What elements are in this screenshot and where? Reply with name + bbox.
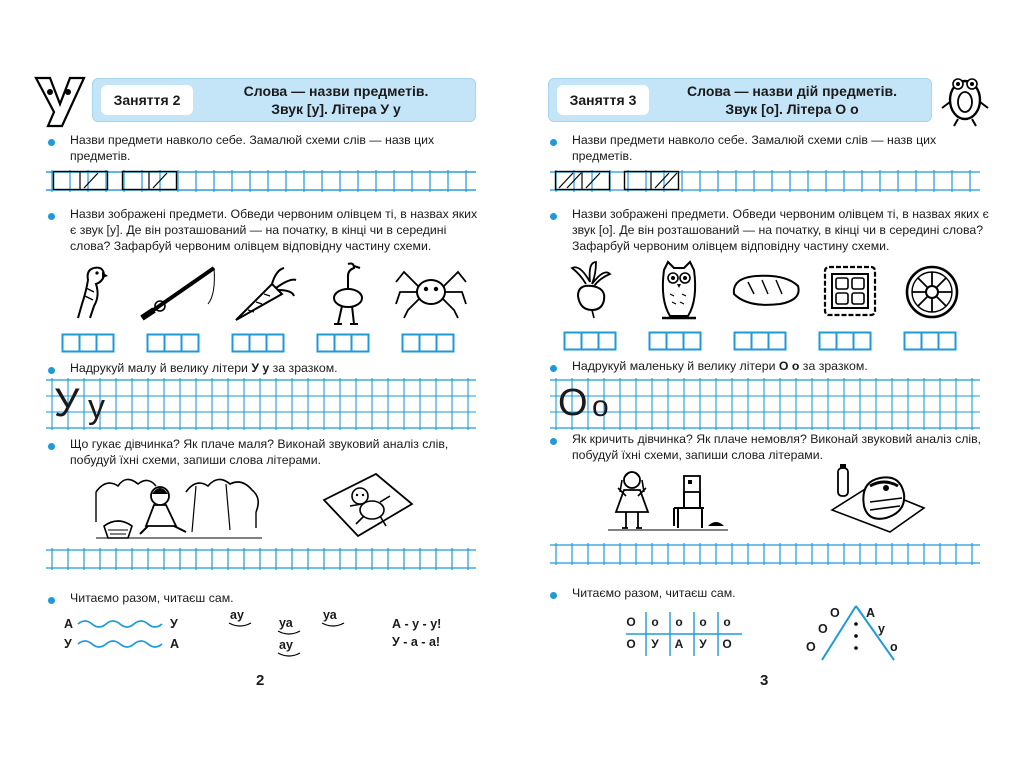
syllable-arc [228, 622, 252, 628]
word-scheme [555, 171, 685, 191]
owl-icon [658, 260, 700, 322]
crying-baby-picture [830, 464, 926, 534]
sample-capital-letter: О [558, 382, 588, 424]
syllable: ау [279, 638, 293, 652]
reading-letter: У [170, 617, 178, 631]
lesson-number: Заняття 3 [557, 85, 649, 115]
sound-schemes [62, 334, 462, 354]
exclamation: У - а - а! [392, 635, 441, 649]
spider-icon [394, 262, 468, 320]
syllable-arc [321, 622, 345, 628]
word-scheme [53, 171, 183, 191]
triangle-letter: О [806, 640, 816, 654]
task-text: Назви зображені предмети. Обведи червоним олівцем ті, в назвах яких є звук [о]. Де він розташований — на початку, в кінці чи в середині слова? Зафарбуй червоним олівцем відповідну частину схеми. [572, 207, 989, 253]
triangle-letter: А [866, 606, 876, 620]
lesson-number: Заняття 2 [101, 85, 193, 115]
syllable-arc [277, 630, 301, 636]
triangle-letter: О [830, 606, 840, 620]
task-bullet [48, 597, 55, 604]
writing-grid [550, 543, 980, 567]
lesson-header [548, 78, 932, 122]
table-letter: А [674, 637, 684, 651]
task-bullet [48, 139, 55, 146]
parrot-icon [72, 262, 112, 322]
letter-u-mascot-icon [32, 74, 88, 130]
sample-small-letter: у [88, 388, 105, 426]
triangle-letter: о [890, 640, 898, 654]
page-number: 2 [256, 672, 265, 689]
table-letter: У [651, 637, 659, 651]
task-bullet [48, 443, 55, 450]
syllable: уа [323, 608, 337, 622]
task-bullet [550, 139, 557, 146]
syllable-arc [277, 652, 301, 658]
reading-letter: А [170, 637, 180, 651]
carrot-icon [232, 266, 298, 322]
letter-writing-grid [46, 378, 476, 430]
lesson-title: Слова — назви предметів. Звук [у]. Літера У у [243, 83, 429, 117]
table-letter: О [626, 637, 636, 651]
letter-writing-grid [550, 378, 980, 430]
task-bullet [550, 438, 557, 445]
task-text: Назви зображені предмети. Обведи червоним олівцем ті, в назвах яких є звук [у]. Де він розташований — на початку, в кінці чи в середині слова? Зафарбуй червоним олівцем відповідну частину схеми. [70, 207, 478, 253]
task-text: Читаємо разом, читаєш сам. [572, 586, 736, 600]
wave-line [78, 618, 168, 630]
lesson-title: Слова — назви дій предметів. Звук [о]. Літера О о [687, 83, 897, 117]
task-bullet [48, 367, 55, 374]
page-number: 3 [760, 672, 769, 689]
triangle-letter: у [878, 622, 885, 636]
triangle-letter: О [818, 622, 828, 636]
task-text: Назви предмети навколо себе. Замалюй схеми слів — назв цих предметів. [572, 133, 937, 163]
girl-and-chair-picture [608, 468, 728, 534]
task-bullet [550, 365, 557, 372]
reading-letter: У [64, 637, 72, 651]
lesson-header [92, 78, 476, 122]
syllable: ау [230, 608, 244, 622]
task-bullet [48, 213, 55, 220]
table-letter: о [723, 615, 731, 629]
task-text: Як кричить дівчинка? Як плаче немовля? Виконай звуковий аналіз слів, побудуй їхні схеми, запиши слова літерами. [572, 432, 982, 462]
table-letter: У [699, 637, 707, 651]
task-text: Назви предмети навколо себе. Замалюй схеми слів — назв цих предметів. [70, 133, 435, 163]
letter-o-mascot-icon [940, 74, 990, 128]
reading-letter: А [64, 617, 74, 631]
exclamation: А - у - у! [392, 617, 442, 631]
task-text: Надрукуй маленьку й велику літери О о за зразком. [572, 359, 868, 373]
table-letter: о [675, 615, 683, 629]
task-text: Читаємо разом, читаєш сам. [70, 591, 234, 605]
table-letter: О [626, 615, 636, 629]
fishing-rod-icon [138, 264, 218, 322]
right-page [512, 0, 1024, 768]
sample-capital-letter: У [54, 381, 80, 425]
wave-line [78, 638, 168, 650]
ostrich-icon [324, 260, 370, 326]
bread-icon [730, 272, 802, 308]
task-text: Що гукає дівчинка? Як плаче маля? Виконай звуковий аналіз слів, побудуй їхні схеми, запиши слова літерами. [70, 437, 449, 467]
wheel-icon [904, 264, 960, 320]
table-letter: О [722, 637, 732, 651]
girl-in-forest-picture [96, 472, 262, 542]
baby-on-blanket-picture [320, 470, 414, 540]
window-icon [822, 264, 878, 318]
table-letter: о [699, 615, 707, 629]
task-bullet [550, 213, 557, 220]
task-text: Надрукуй малу й велику літери У у за зразком. [70, 361, 338, 375]
beet-icon [566, 260, 614, 320]
syllable: уа [279, 616, 293, 630]
writing-grid [46, 548, 476, 572]
sample-small-letter: о [592, 390, 609, 423]
task-bullet [550, 592, 557, 599]
table-letter: о [651, 615, 659, 629]
sound-schemes [564, 332, 964, 354]
